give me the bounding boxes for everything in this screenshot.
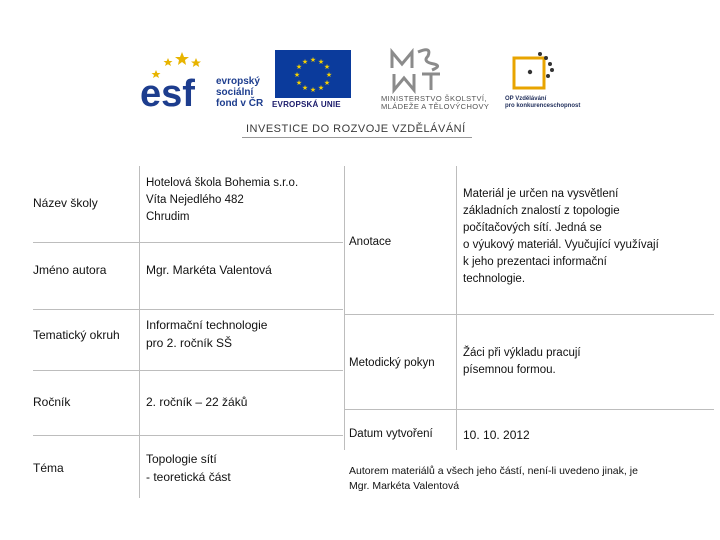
label-grade: Ročník: [33, 395, 71, 409]
msmt-logo: [388, 48, 458, 94]
row-divider: [33, 309, 343, 310]
svg-text:★: ★: [293, 71, 301, 79]
label-theme: Téma: [33, 461, 64, 475]
esf-logo: [138, 48, 218, 110]
esf-line-2: sociální: [216, 87, 254, 98]
svg-text:esf: esf: [140, 73, 195, 110]
esf-text: [216, 76, 263, 109]
op-label: [505, 96, 580, 109]
msmt-line-1: MINISTERSTVO ŠKOLSTVÍ,: [381, 94, 487, 103]
row-divider: [33, 370, 343, 371]
right-table-outer-line: [344, 166, 345, 450]
topic-area-line-2: pro 2. ročník SŠ: [146, 336, 233, 350]
title-underline: [242, 137, 472, 138]
value-theme: [146, 450, 231, 486]
value-annotation: [463, 186, 659, 288]
footer-line-2: Mgr. Markéta Valentová: [349, 480, 460, 492]
msmt-line-2: MLÁDEŽE A TĚLOVÝCHOVY: [381, 102, 490, 111]
annotation-line-3: počítačových sítí. Jedná se: [463, 222, 602, 234]
svg-text:★: ★: [295, 63, 303, 71]
value-created-date: 10. 10. 2012: [463, 428, 530, 442]
row-divider: [33, 242, 343, 243]
left-table-divider: [139, 166, 140, 498]
topic-area-line-1: Informační technologie: [146, 318, 268, 332]
op-line-1: OP Vzdělávání: [505, 96, 547, 102]
row-divider: [344, 409, 714, 410]
esf-line-3: fond v ČR: [216, 98, 264, 109]
row-divider: [344, 314, 714, 315]
method-line-1: Žáci při výkladu pracují: [463, 347, 581, 359]
svg-text:★: ★: [323, 79, 331, 87]
theme-line-1: Topologie sítí: [146, 452, 217, 466]
op-line-2: pro konkurenceschopnost: [505, 102, 581, 109]
value-method-note: [463, 345, 581, 379]
school-line-1: Hotelová škola Bohemia s.r.o.: [146, 177, 299, 189]
school-line-2: Víta Nejedlého 482: [146, 194, 244, 206]
footer-line-1: Autorem materiálů a všech jeho částí, není-li uvedeno jinak, je: [349, 465, 638, 477]
svg-text:★: ★: [309, 86, 317, 94]
investice-title: INVESTICE DO ROZVOJE VZDĚLÁVÁNÍ: [246, 123, 466, 135]
svg-text:★: ★: [325, 71, 333, 79]
value-grade: 2. ročník – 22 žáků: [146, 395, 248, 409]
svg-text:★: ★: [309, 56, 317, 64]
label-school-name: Název školy: [33, 196, 98, 210]
value-topic-area: [146, 316, 267, 352]
row-divider: [33, 435, 343, 436]
svg-text:★: ★: [301, 58, 309, 66]
right-table-divider: [456, 166, 457, 450]
label-author: Jméno autora: [33, 263, 107, 277]
author-footer: [349, 464, 679, 494]
svg-text:★: ★: [301, 84, 309, 92]
annotation-line-4: o výukový materiál. Vyučující využívají: [463, 239, 659, 251]
method-line-2: písemnou formou.: [463, 364, 556, 376]
value-author: Mgr. Markéta Valentová: [146, 263, 272, 277]
annotation-line-1: Materiál je určen na vysvětlení: [463, 188, 619, 200]
label-topic-area: Tematický okruh: [33, 328, 120, 342]
esf-line-1: evropský: [216, 76, 260, 87]
op-logo: [510, 50, 560, 96]
annotation-line-5: k jeho prezentaci informační: [463, 256, 607, 268]
svg-text:★: ★: [317, 58, 325, 66]
svg-text:★: ★: [323, 63, 331, 71]
svg-text:★: ★: [317, 84, 325, 92]
label-annotation: Anotace: [349, 236, 392, 248]
msmt-label: [381, 95, 489, 111]
eu-label: EVROPSKÁ UNIE: [272, 100, 341, 109]
eu-flag: [275, 50, 351, 98]
annotation-line-6: technologie.: [463, 273, 526, 285]
label-method-note: Metodický pokyn: [349, 357, 435, 369]
theme-line-2: - teoretická část: [146, 470, 231, 484]
label-created-date: Datum vytvoření: [349, 428, 433, 440]
school-line-3: Chrudim: [146, 211, 190, 223]
value-school-name: [146, 175, 298, 226]
svg-text:★: ★: [295, 79, 303, 87]
eu-stars-icon: [275, 50, 351, 98]
annotation-line-2: základních znalostí z topologie: [463, 205, 620, 217]
